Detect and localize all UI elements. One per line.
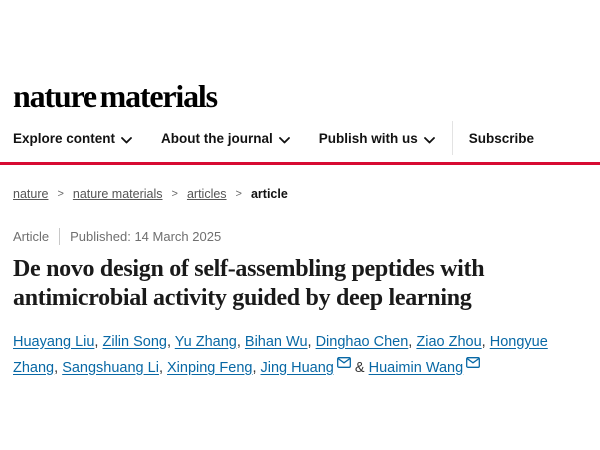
author-separator: & xyxy=(350,359,369,376)
article-meta xyxy=(13,228,587,245)
nav-item-label: Publish with us xyxy=(318,130,418,146)
author-link[interactable]: Bihan Wu xyxy=(244,333,308,350)
content-area xyxy=(0,187,600,381)
nav-item-label: About the journal xyxy=(161,130,273,146)
published-date: Published: 14 March 2025 xyxy=(70,229,222,244)
author-link[interactable]: Sangshuang Li xyxy=(62,359,159,376)
breadcrumb-link-nature[interactable]: nature xyxy=(13,187,49,201)
nav-explore-content[interactable] xyxy=(13,130,132,147)
journal-logo[interactable]: nature materials xyxy=(13,78,217,114)
author-list xyxy=(13,329,587,381)
author-link[interactable]: Huayang Liu xyxy=(13,333,95,350)
article-type-label: Article xyxy=(13,229,50,244)
author-link[interactable]: Huaimin Wang xyxy=(368,359,464,376)
brand-rule xyxy=(0,162,600,165)
author-link[interactable]: Xinping Feng xyxy=(167,359,253,376)
article-title: De novo design of self-assembling peptides with antimicrobial activity guided by deep learning xyxy=(13,256,485,312)
author-separator: , xyxy=(252,359,261,376)
author-separator: , xyxy=(94,333,103,350)
nav-about-the-journal[interactable] xyxy=(161,130,290,147)
nav-divider xyxy=(452,121,453,155)
author-link[interactable]: Ziao Zhou xyxy=(416,333,482,350)
subscribe-link[interactable]: Subscribe xyxy=(468,130,535,146)
breadcrumb-separator: > xyxy=(171,188,178,200)
author-link[interactable]: Yu Zhang xyxy=(174,333,237,350)
header-area xyxy=(0,0,600,149)
main-nav xyxy=(13,127,587,149)
author-separator: , xyxy=(307,333,316,350)
author-link[interactable]: Hongyue Zhang xyxy=(13,333,548,376)
breadcrumb-link-articles[interactable]: articles xyxy=(186,187,227,201)
author-link[interactable]: Dinghao Chen xyxy=(315,333,409,350)
breadcrumb-separator: > xyxy=(57,188,64,200)
envelope-icon[interactable] xyxy=(466,351,480,377)
author-separator: , xyxy=(236,333,245,350)
breadcrumb-current: article xyxy=(250,187,288,201)
author-link[interactable]: Jing Huang xyxy=(260,359,334,376)
author-separator: , xyxy=(481,333,490,350)
chevron-down-icon xyxy=(279,132,290,147)
nav-publish-with-us[interactable] xyxy=(319,130,435,147)
chevron-down-icon xyxy=(121,132,132,147)
meta-divider xyxy=(59,228,60,245)
breadcrumb-separator: > xyxy=(235,188,242,200)
author-separator: , xyxy=(54,359,63,376)
chevron-down-icon xyxy=(424,132,435,147)
author-separator: , xyxy=(166,333,175,350)
envelope-icon[interactable] xyxy=(337,351,351,377)
breadcrumb xyxy=(13,187,587,201)
author-separator: , xyxy=(408,333,417,350)
nav-item-label: Explore content xyxy=(13,130,116,146)
breadcrumb-link-nature-materials[interactable]: nature materials xyxy=(72,187,163,201)
author-link[interactable]: Zilin Song xyxy=(102,333,167,350)
author-separator: , xyxy=(158,359,167,376)
